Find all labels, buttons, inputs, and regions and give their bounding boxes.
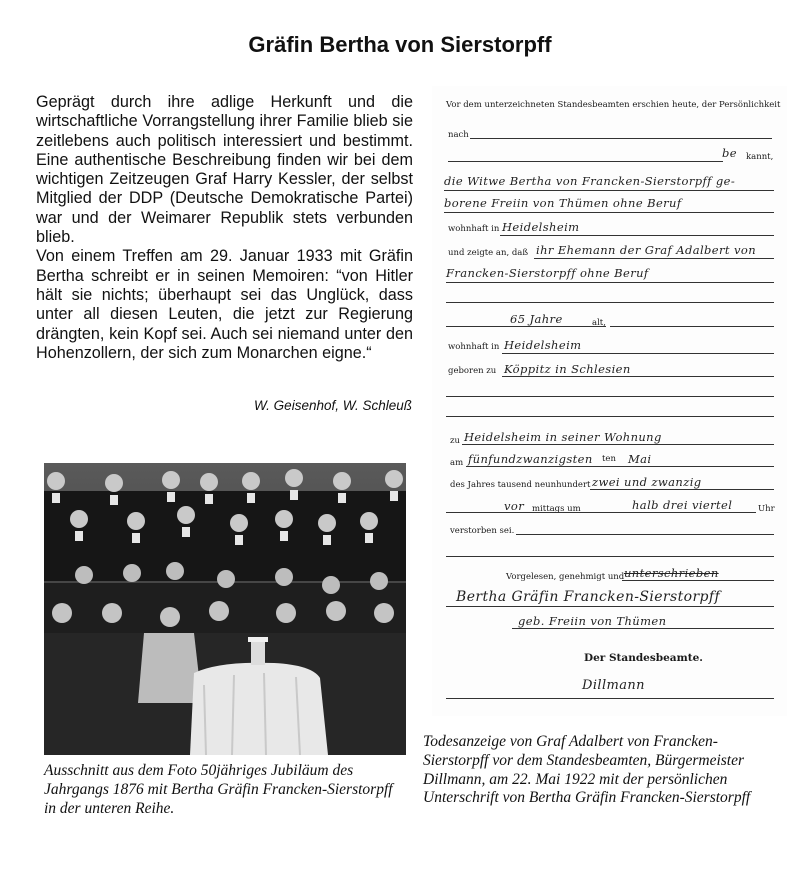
doc-rule [446,396,774,397]
doc-rule [446,282,774,283]
group-photo-image [44,463,406,755]
author-credit: W. Geisenhof, W. Schleuß [253,398,412,413]
doc-rule [446,302,774,303]
doc-handwriting: be [722,146,737,160]
doc-rule [610,326,774,327]
doc-handwriting: Heidelsheim [504,338,582,352]
doc-rule [500,235,774,236]
doc-label-zeigte: und zeigte an, daß [448,248,529,258]
doc-rule [446,512,756,513]
doc-rule [446,556,774,557]
death-registration-document [432,86,787,716]
doc-label-zu: zu [450,436,460,446]
doc-handwriting: Francken-Sierstorpff ohne Beruf [446,266,649,280]
body-text [36,93,413,363]
photo-caption: Ausschnitt aus dem Foto 50jähriges Jubiläum des Jahrgangs 1876 mit Bertha Gräfin Francken-Sierstorpff in der unteren Reihe. [44,762,393,817]
document-caption: Todesanzeige von Graf Adalbert von Francken-Sierstorpff vor dem Standesbeamten, Bürgermeister Dillmann, am 22. Mai 1922 mit der persönlichen Unterschrift von Bertha Gräfin Francken-Sierstorpff [423,733,751,807]
doc-handwriting: 65 Jahre [510,312,563,326]
doc-label-wohnhaft: wohnhaft in [448,224,500,234]
doc-label-verstorben: verstorben sei. [450,526,515,536]
signature-bertha: Bertha Gräfin Francken-Sierstorpff [456,589,721,605]
signature-dillmann: Dillmann [582,678,645,693]
doc-handwriting: Heidelsheim in seiner Wohnung [464,430,662,444]
doc-label-nach: nach [448,130,469,140]
doc-handwriting: ihr Ehemann der Graf Adalbert von [536,243,757,257]
doc-label-vorgelesen: Vorgelesen, genehmigt und [506,572,625,582]
doc-rule [444,212,774,213]
doc-handwriting: Köppitz in Schlesien [504,362,631,376]
doc-header-line: Vor dem unterzeichneten Standesbeamten erschien heute, der Persönlichkeit [446,100,781,110]
doc-label-jahres: des Jahres tausend neunhundert [450,480,591,490]
doc-label-alt: alt, [592,318,606,328]
doc-handwriting: die Witwe Bertha von Francken-Sierstorpff ge- [444,174,736,188]
paragraph-1: Geprägt durch ihre adlige Herkunft und die wirtschaftliche Vorrangstellung ihrer Familie blieb sie zeitlebens auch politisch interessiert und bestimmt. Eine authentische Beschreibung finden wir bei dem wichtigen Zeitzeugen Graf Harry Kessler, der selbst Mitglied der DDP (Deutsche Demokratische Partei) war und der Weimarer Republik stets verbunden blieb. [36,93,413,247]
doc-rule [446,416,774,417]
group-photo [44,463,406,755]
doc-handwriting: zwei und zwanzig [592,475,702,489]
doc-rule [466,466,774,467]
doc-rule [534,258,774,259]
doc-rule [446,698,774,699]
doc-handwriting: unterschrieben [624,566,719,580]
page-title: Gräfin Bertha von Sierstorpff [248,32,552,57]
doc-rule [502,353,774,354]
doc-label-standesbeamte: Der Standesbeamte. [584,652,703,664]
doc-rule [462,444,774,445]
paragraph-2: Von einem Treffen am 29. Januar 1933 mit Gräfin Bertha schreibt er in seinen Memoiren: “von Hitler hält sie nichts; überhaupt sei das Unglück, dass unter all diesen Leuten, die jetzt zur Regierung drängten, kein Kopf sei. Auch sei niemand unter den Hohenzollern, der sich zum Monarchen eigne.“ [36,247,413,362]
doc-rule [622,580,774,581]
doc-handwriting: Mai [628,452,652,466]
doc-label-geboren: geboren zu [448,366,497,376]
doc-rule [470,138,772,139]
doc-handwriting: Heidelsheim [502,220,580,234]
doc-handwriting: borene Freiin von Thümen ohne Beruf [444,196,682,210]
doc-rule [502,376,774,377]
doc-rule [444,190,774,191]
doc-label-ten: ten [602,454,616,464]
doc-rule [512,628,774,629]
doc-handwriting: fünfundzwanzigsten [468,452,593,466]
doc-rule [446,326,606,327]
doc-label-mittags: mittags um [532,504,581,514]
doc-rule [516,534,774,535]
doc-handwriting: vor [504,499,525,513]
doc-handwriting: halb drei viertel [632,498,733,512]
doc-label-uhr: Uhr [758,504,775,514]
doc-label-kannt: kannt, [746,152,774,162]
doc-label-am: am [450,458,464,468]
doc-rule [590,489,774,490]
doc-label-wohnhaft-2: wohnhaft in [448,342,500,352]
signature-line-2: geb. Freiin von Thümen [518,614,667,628]
doc-rule [446,606,774,607]
doc-rule [448,161,723,162]
